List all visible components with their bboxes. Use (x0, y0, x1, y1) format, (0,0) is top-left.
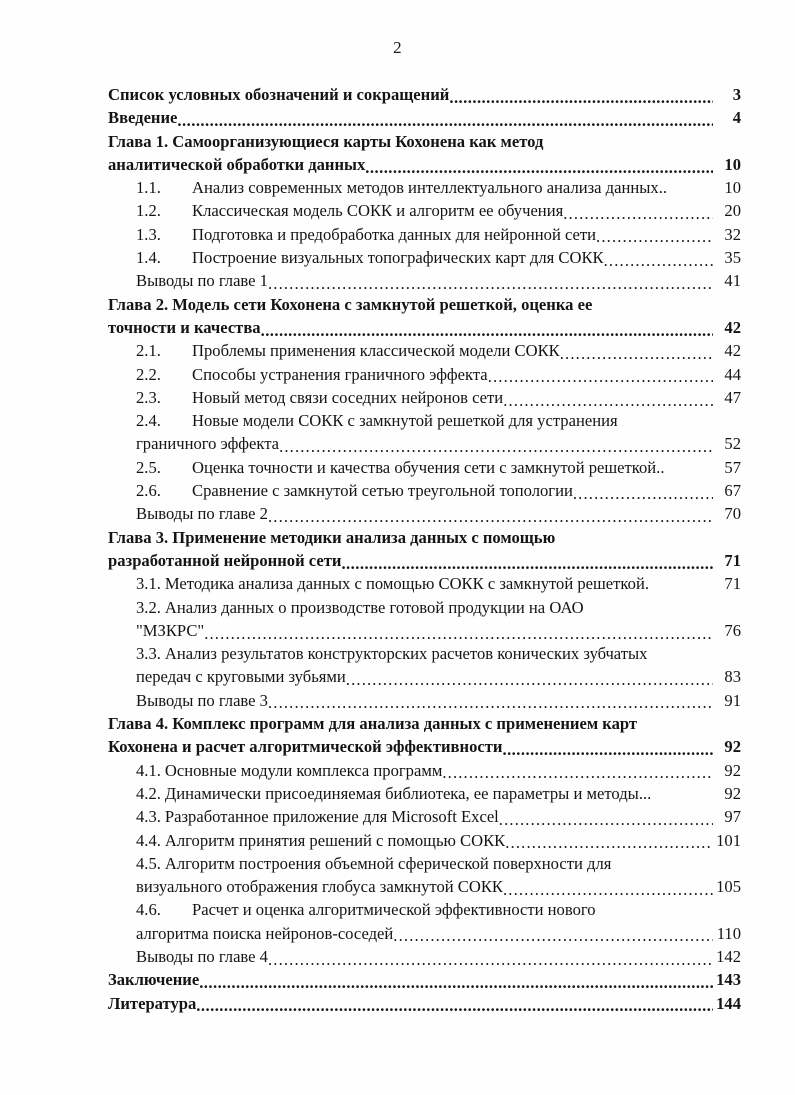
dot-leader (503, 393, 713, 410)
toc-entry-page-number: 144 (716, 993, 741, 1013)
toc-entry[interactable] (108, 619, 741, 642)
dot-leader (279, 439, 713, 456)
toc-entry-number: 3.1. (136, 574, 161, 594)
toc-entry-title-line[interactable] (108, 130, 741, 153)
toc-entry-title-cont: разработанной нейронной сети (108, 550, 342, 570)
toc-entry[interactable] (108, 805, 741, 828)
toc-entry[interactable] (108, 269, 741, 292)
dot-leader (499, 812, 713, 829)
toc-entry-page-number: 47 (724, 387, 741, 407)
toc-entry-number: 4.5. (136, 853, 161, 873)
toc-entry-title: Динамически присоединяемая библиотека, ее параметры и методы... (164, 783, 652, 803)
dot-leader (268, 276, 713, 293)
toc-entry-title-cont: визуального отображения глобуса замкнутой СОКК (136, 877, 503, 897)
toc-entry-title: Выводы по главе 3 (136, 690, 268, 710)
toc-entry-page-number: 92 (724, 783, 741, 803)
toc-entry-title: Оценка точности и качества обучения сети с замкнутой решеткой.. (192, 457, 665, 477)
toc-entry-number: 1.4. (136, 248, 161, 268)
toc-entry-title: Глава 2. Модель сети Кохонена с замкнутой решеткой, оценка ее (108, 294, 593, 314)
toc-entry-page-number: 97 (724, 807, 741, 827)
toc-entry-number: 2.2. (136, 364, 161, 384)
toc-entry-title: Способы устранения граничного эффекта (192, 364, 488, 384)
toc-entry[interactable] (108, 689, 741, 712)
toc-entry-page-number: 42 (724, 317, 741, 337)
toc-entry-title: Литература (108, 993, 197, 1013)
toc-entry-title: Глава 3. Применение методики анализа данных с помощью (108, 527, 556, 547)
toc-entry[interactable] (108, 875, 741, 898)
toc-entry-title: Построение визуальных топографических карт для СОКК (192, 248, 604, 268)
toc-entry-number: 3.3. (136, 644, 161, 664)
toc-entry-number: 4.3. (136, 807, 161, 827)
toc-entry-title: Новые модели СОКК с замкнутой решеткой для устранения (192, 411, 618, 431)
toc-entry[interactable] (108, 502, 741, 525)
dot-leader (204, 626, 713, 643)
toc-entry[interactable] (108, 316, 741, 339)
dot-leader (488, 369, 713, 386)
toc-entry-page-number: 142 (716, 946, 741, 966)
toc-entry-title: Введение (108, 108, 178, 128)
toc-entry-number: 4.6. (136, 900, 161, 920)
toc-entry-title: Подготовка и предобработка данных для нейронной сети (192, 224, 597, 244)
toc-entry-page-number: 143 (716, 970, 741, 990)
toc-entry-page-number: 91 (724, 690, 741, 710)
dot-leader (503, 882, 713, 899)
toc-entry-title: Проблемы применения классической модели СОКК (192, 341, 560, 361)
dot-leader (502, 742, 713, 759)
toc-entry-page-number: 71 (724, 550, 741, 570)
toc-entry-page-number: 10 (724, 178, 741, 198)
dot-leader (365, 160, 713, 177)
toc-entry[interactable] (108, 176, 741, 199)
toc-entry-title-line[interactable] (108, 596, 741, 619)
toc-entry[interactable] (108, 432, 741, 455)
toc-entry-title-cont: "МЗКРС" (136, 620, 205, 640)
toc-entry-page-number: 32 (724, 224, 741, 244)
table-of-contents (108, 83, 741, 1015)
toc-entry-page-number: 110 (716, 923, 741, 943)
toc-entry[interactable] (108, 106, 741, 129)
toc-entry-title: Список условных обозначений и сокращений (108, 85, 450, 104)
toc-entry-page-number: 44 (724, 364, 741, 384)
dot-leader (449, 90, 713, 107)
toc-entry-number: 3.2. (136, 597, 161, 617)
dot-leader (177, 113, 713, 130)
toc-entry-title: Выводы по главе 1 (136, 271, 268, 291)
toc-entry-title: Анализ результатов конструкторских расчетов конических зубчатых (164, 644, 648, 664)
toc-entry-number: 4.1. (136, 760, 161, 780)
toc-entry-page-number: 57 (724, 457, 741, 477)
dot-leader (268, 509, 713, 526)
toc-entry-page-number: 70 (724, 504, 741, 524)
toc-entry[interactable] (108, 968, 741, 991)
toc-entry-title-line[interactable] (108, 409, 741, 432)
toc-entry-title: Выводы по главе 4 (136, 946, 268, 966)
toc-entry[interactable] (108, 782, 741, 805)
toc-entry-page-number: 42 (724, 341, 741, 361)
toc-entry[interactable] (108, 386, 741, 409)
toc-entry-page-number: 41 (724, 271, 741, 291)
toc-entry-page-number: 76 (724, 620, 741, 640)
toc-entry-page-number: 4 (732, 108, 741, 128)
dot-leader (442, 765, 713, 782)
dot-leader (560, 346, 713, 363)
toc-entry-page-number: 101 (716, 830, 741, 850)
toc-entry-title-cont: Кохонена и расчет алгоритмической эффективности (108, 737, 503, 757)
toc-entry-page-number: 10 (724, 154, 741, 174)
toc-entry[interactable] (108, 339, 741, 362)
dot-leader (604, 253, 713, 270)
toc-entry-title: Анализ современных методов интеллектуального анализа данных.. (192, 178, 667, 198)
dot-leader (393, 928, 713, 945)
toc-entry-title-cont: точности и качества (108, 317, 261, 337)
toc-entry[interactable] (108, 83, 741, 106)
toc-entry[interactable] (108, 153, 741, 176)
toc-entry-title-cont: алгоритма поиска нейронов-соседей (136, 923, 394, 943)
toc-entry-number: 1.1. (136, 178, 161, 198)
toc-entry[interactable] (108, 759, 741, 782)
toc-entry-title: Расчет и оценка алгоритмической эффективности нового (192, 900, 596, 920)
toc-entry[interactable] (108, 363, 741, 386)
toc-entry-page-number: 20 (724, 201, 741, 221)
toc-entry[interactable] (108, 735, 741, 758)
toc-entry-title: Выводы по главе 2 (136, 504, 268, 524)
toc-entry-title-cont: аналитической обработки данных (108, 154, 366, 174)
dot-leader (261, 323, 713, 340)
toc-entry-number: 1.2. (136, 201, 161, 221)
toc-entry-page-number: 92 (724, 737, 741, 757)
toc-entry[interactable] (108, 549, 741, 572)
toc-entry-title-line[interactable] (108, 712, 741, 735)
toc-entry[interactable] (108, 199, 741, 222)
toc-entry-page-number: 35 (724, 248, 741, 268)
toc-entry[interactable] (108, 572, 741, 595)
toc-entry-number: 1.3. (136, 224, 161, 244)
dot-leader (199, 975, 713, 992)
toc-entry-page-number: 105 (716, 877, 741, 897)
toc-entry-page-number: 71 (724, 574, 741, 594)
toc-entry-title-cont: граничного эффекта (136, 434, 280, 454)
dot-leader (268, 952, 713, 969)
toc-entry-title-cont: передач с круговыми зубьями (136, 667, 346, 687)
toc-entry[interactable] (108, 665, 741, 688)
toc-entry-number: 2.1. (136, 341, 161, 361)
toc-entry-title: Алгоритм построения объемной сферической поверхности для (164, 853, 612, 873)
dot-leader (563, 206, 713, 223)
dot-leader (268, 695, 713, 712)
toc-entry-title-line[interactable] (108, 293, 741, 316)
toc-entry[interactable] (108, 246, 741, 269)
toc-entry-title: Заключение (108, 970, 200, 990)
page-number: 2 (393, 38, 402, 57)
toc-entry-title: Классическая модель СОКК и алгоритм ее обучения (192, 201, 564, 221)
toc-entry-page-number: 3 (732, 85, 741, 104)
dot-leader (573, 486, 713, 503)
toc-entry-number: 4.4. (136, 830, 161, 850)
toc-entry-number: 4.2. (136, 783, 161, 803)
toc-entry-number: 2.4. (136, 411, 161, 431)
toc-entry-title-line[interactable] (108, 898, 741, 921)
toc-entry-title: Сравнение с замкнутой сетью треугольной топологии (192, 481, 573, 501)
toc-entry[interactable] (108, 992, 741, 1015)
dot-leader (196, 998, 713, 1015)
toc-entry[interactable] (108, 922, 741, 945)
toc-entry-title: Методика анализа данных с помощью СОКК с замкнутой решеткой. (164, 574, 649, 594)
toc-entry-page-number: 83 (724, 667, 741, 687)
toc-entry-title-line[interactable] (108, 526, 741, 549)
toc-entry-title: Новый метод связи соседних нейронов сети (192, 387, 504, 407)
dot-leader (505, 835, 713, 852)
dot-leader (341, 556, 713, 573)
toc-entry-number: 2.3. (136, 387, 161, 407)
toc-entry[interactable] (108, 223, 741, 246)
toc-entry-title: Алгоритм принятия решений с помощью СОКК (164, 830, 506, 850)
toc-entry-title-line[interactable] (108, 852, 741, 875)
toc-entry[interactable] (108, 945, 741, 968)
toc-entry-number: 2.5. (136, 457, 161, 477)
toc-entry-title-line[interactable] (108, 642, 741, 665)
toc-entry-title: Глава 1. Самоорганизующиеся карты Кохонена как метод (108, 131, 544, 151)
toc-entry-title: Анализ данных о производстве готовой продукции на ОАО (164, 597, 584, 617)
dot-leader (596, 229, 713, 246)
toc-entry-page-number: 92 (724, 760, 741, 780)
toc-entry-number: 2.6. (136, 481, 161, 501)
toc-entry[interactable] (108, 479, 741, 502)
toc-entry-page-number: 52 (724, 434, 741, 454)
toc-entry-title: Глава 4. Комплекс программ для анализа данных с применением карт (108, 714, 638, 734)
toc-entry-title: Разработанное приложение для Microsoft Excel (164, 807, 499, 827)
toc-entry[interactable] (108, 456, 741, 479)
dot-leader (346, 672, 713, 689)
toc-entry-title: Основные модули комплекса программ (164, 760, 443, 780)
toc-entry-page-number: 67 (724, 481, 741, 501)
toc-entry[interactable] (108, 829, 741, 852)
